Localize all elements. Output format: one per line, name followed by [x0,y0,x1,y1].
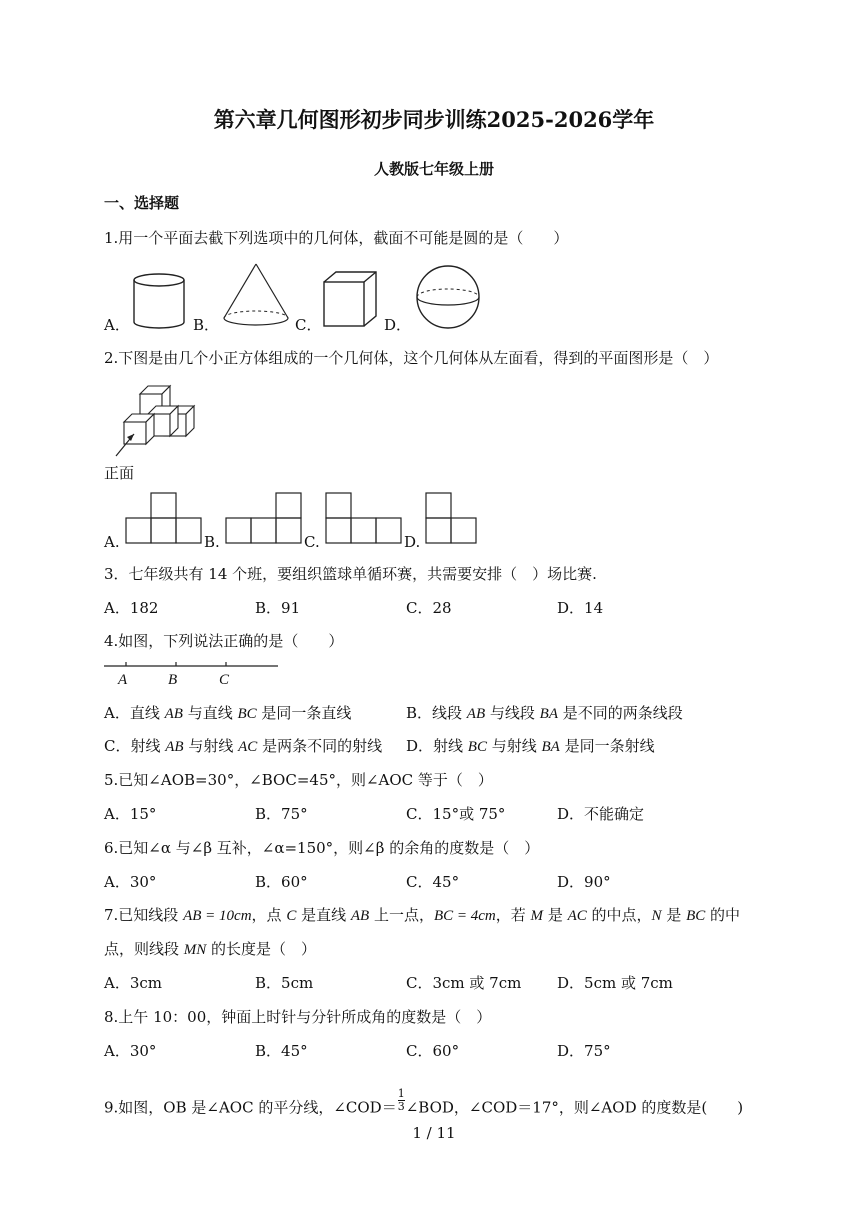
q1-option-d-label: D． [384,316,412,334]
q7-option-b: B．5cm [255,974,314,992]
q2-option-d-label: D. [404,533,421,551]
question-4: 4.如图，下列说法正确的是（ ） [104,632,344,650]
q5-option-c: C．15°或 75° [406,805,506,823]
q2-option-b-figure [225,492,305,544]
question-5: 5.已知∠AOB=30°，∠BOC=45°，则∠AOC 等于（ ） [104,771,493,789]
q2-option-d-figure [425,492,481,544]
q5-option-b: B．75° [255,805,308,823]
q2-option-b-label: B. [204,533,220,551]
q3-option-a: A．182 [104,599,159,617]
q6-option-a: A．30° [104,873,157,891]
question-2: 2.下图是由几个小正方体组成的一个几何体，这个几何体从左面看，得到的平面图形是（ ） [104,349,719,367]
q8-option-a: A．30° [104,1042,157,1060]
point-a-label: A [118,672,128,688]
q5-option-a: A．15° [104,805,157,823]
point-b-label: B [168,672,178,688]
q1-option-a-label: A． [104,316,130,334]
q4-option-a: A．直线 AB 与直线 BC 是同一条直线 [104,704,352,722]
question-1: 1.用一个平面去截下列选项中的几何体，截面不可能是圆的是（ ） [104,229,569,247]
q3-option-d: D．14 [557,599,604,617]
question-7-continued: 点，则线段 MN 的长度是（ ） [104,940,317,958]
cube-stack-figure [112,378,202,458]
page-title: 第六章几何图形初步同步训练2025-2026学年 [213,107,655,132]
cylinder-figure [130,272,188,332]
q2-option-c-figure [325,492,405,544]
section-heading: 一、选择题 [104,194,180,212]
q2-option-a-figure [125,492,205,544]
q7-option-a: A．3cm [104,974,163,992]
q7-option-d: D．5cm 或 7cm [557,974,673,992]
q1-option-b-label: B． [193,316,220,334]
q2-option-a-label: A. [104,533,120,551]
question-8: 8.上午 10：00，钟面上时针与分针所成角的度数是（ ） [104,1008,492,1026]
question-6: 6.已知∠α 与∠β 互补，∠α=150°，则∠β 的余角的度数是（ ） [104,839,540,857]
q6-option-c: C．45° [406,873,460,891]
question-9: 9.如图，OB 是∠AOC 的平分线，∠COD＝ $\frac{1}{3}$ ∠BOD，∠COD＝17°，则∠AOD 的度数是( ) [104,1087,744,1117]
cube-figure [322,270,378,330]
q3-option-b: B．91 [255,599,301,617]
page-number: 1 / 11 [412,1124,456,1142]
fraction-one-third: $\frac{1}{3}$ [397,1087,405,1113]
front-direction-label: 正面 [104,464,135,482]
cone-figure [220,262,292,330]
q2-option-c-label: C. [304,533,320,551]
q6-option-d: D．90° [557,873,611,891]
q4-option-b: B．线段 AB 与线段 BA 是不同的两条线段 [406,704,683,722]
q7-option-c: C．3cm 或 7cm [406,974,522,992]
point-c-label: C [219,672,230,688]
q8-option-b: B．45° [255,1042,308,1060]
line-abc-figure [104,660,280,670]
page-subtitle: 人教版七年级上册 [373,160,494,178]
q4-option-d: D．射线 BC 与射线 BA 是同一条射线 [406,737,655,755]
q3-option-c: C．28 [406,599,452,617]
sphere-figure [414,264,484,332]
question-3: 3．七年级共有 14 个班，要组织篮球单循环赛，共需要安排（ ）场比赛. [104,565,597,583]
q1-option-c-label: C． [295,316,322,334]
q5-option-d: D．不能确定 [557,805,645,823]
question-7: 7.已知线段 AB = 10cm，点 C 是直线 AB 上一点，BC = 4cm，若 M 是 AC 的中点，N 是 BC 的中 [104,906,741,924]
q8-option-d: D．75° [557,1042,611,1060]
q4-option-c: C．射线 AB 与射线 AC 是两条不同的射线 [104,737,383,755]
q8-option-c: C．60° [406,1042,460,1060]
q6-option-b: B．60° [255,873,308,891]
